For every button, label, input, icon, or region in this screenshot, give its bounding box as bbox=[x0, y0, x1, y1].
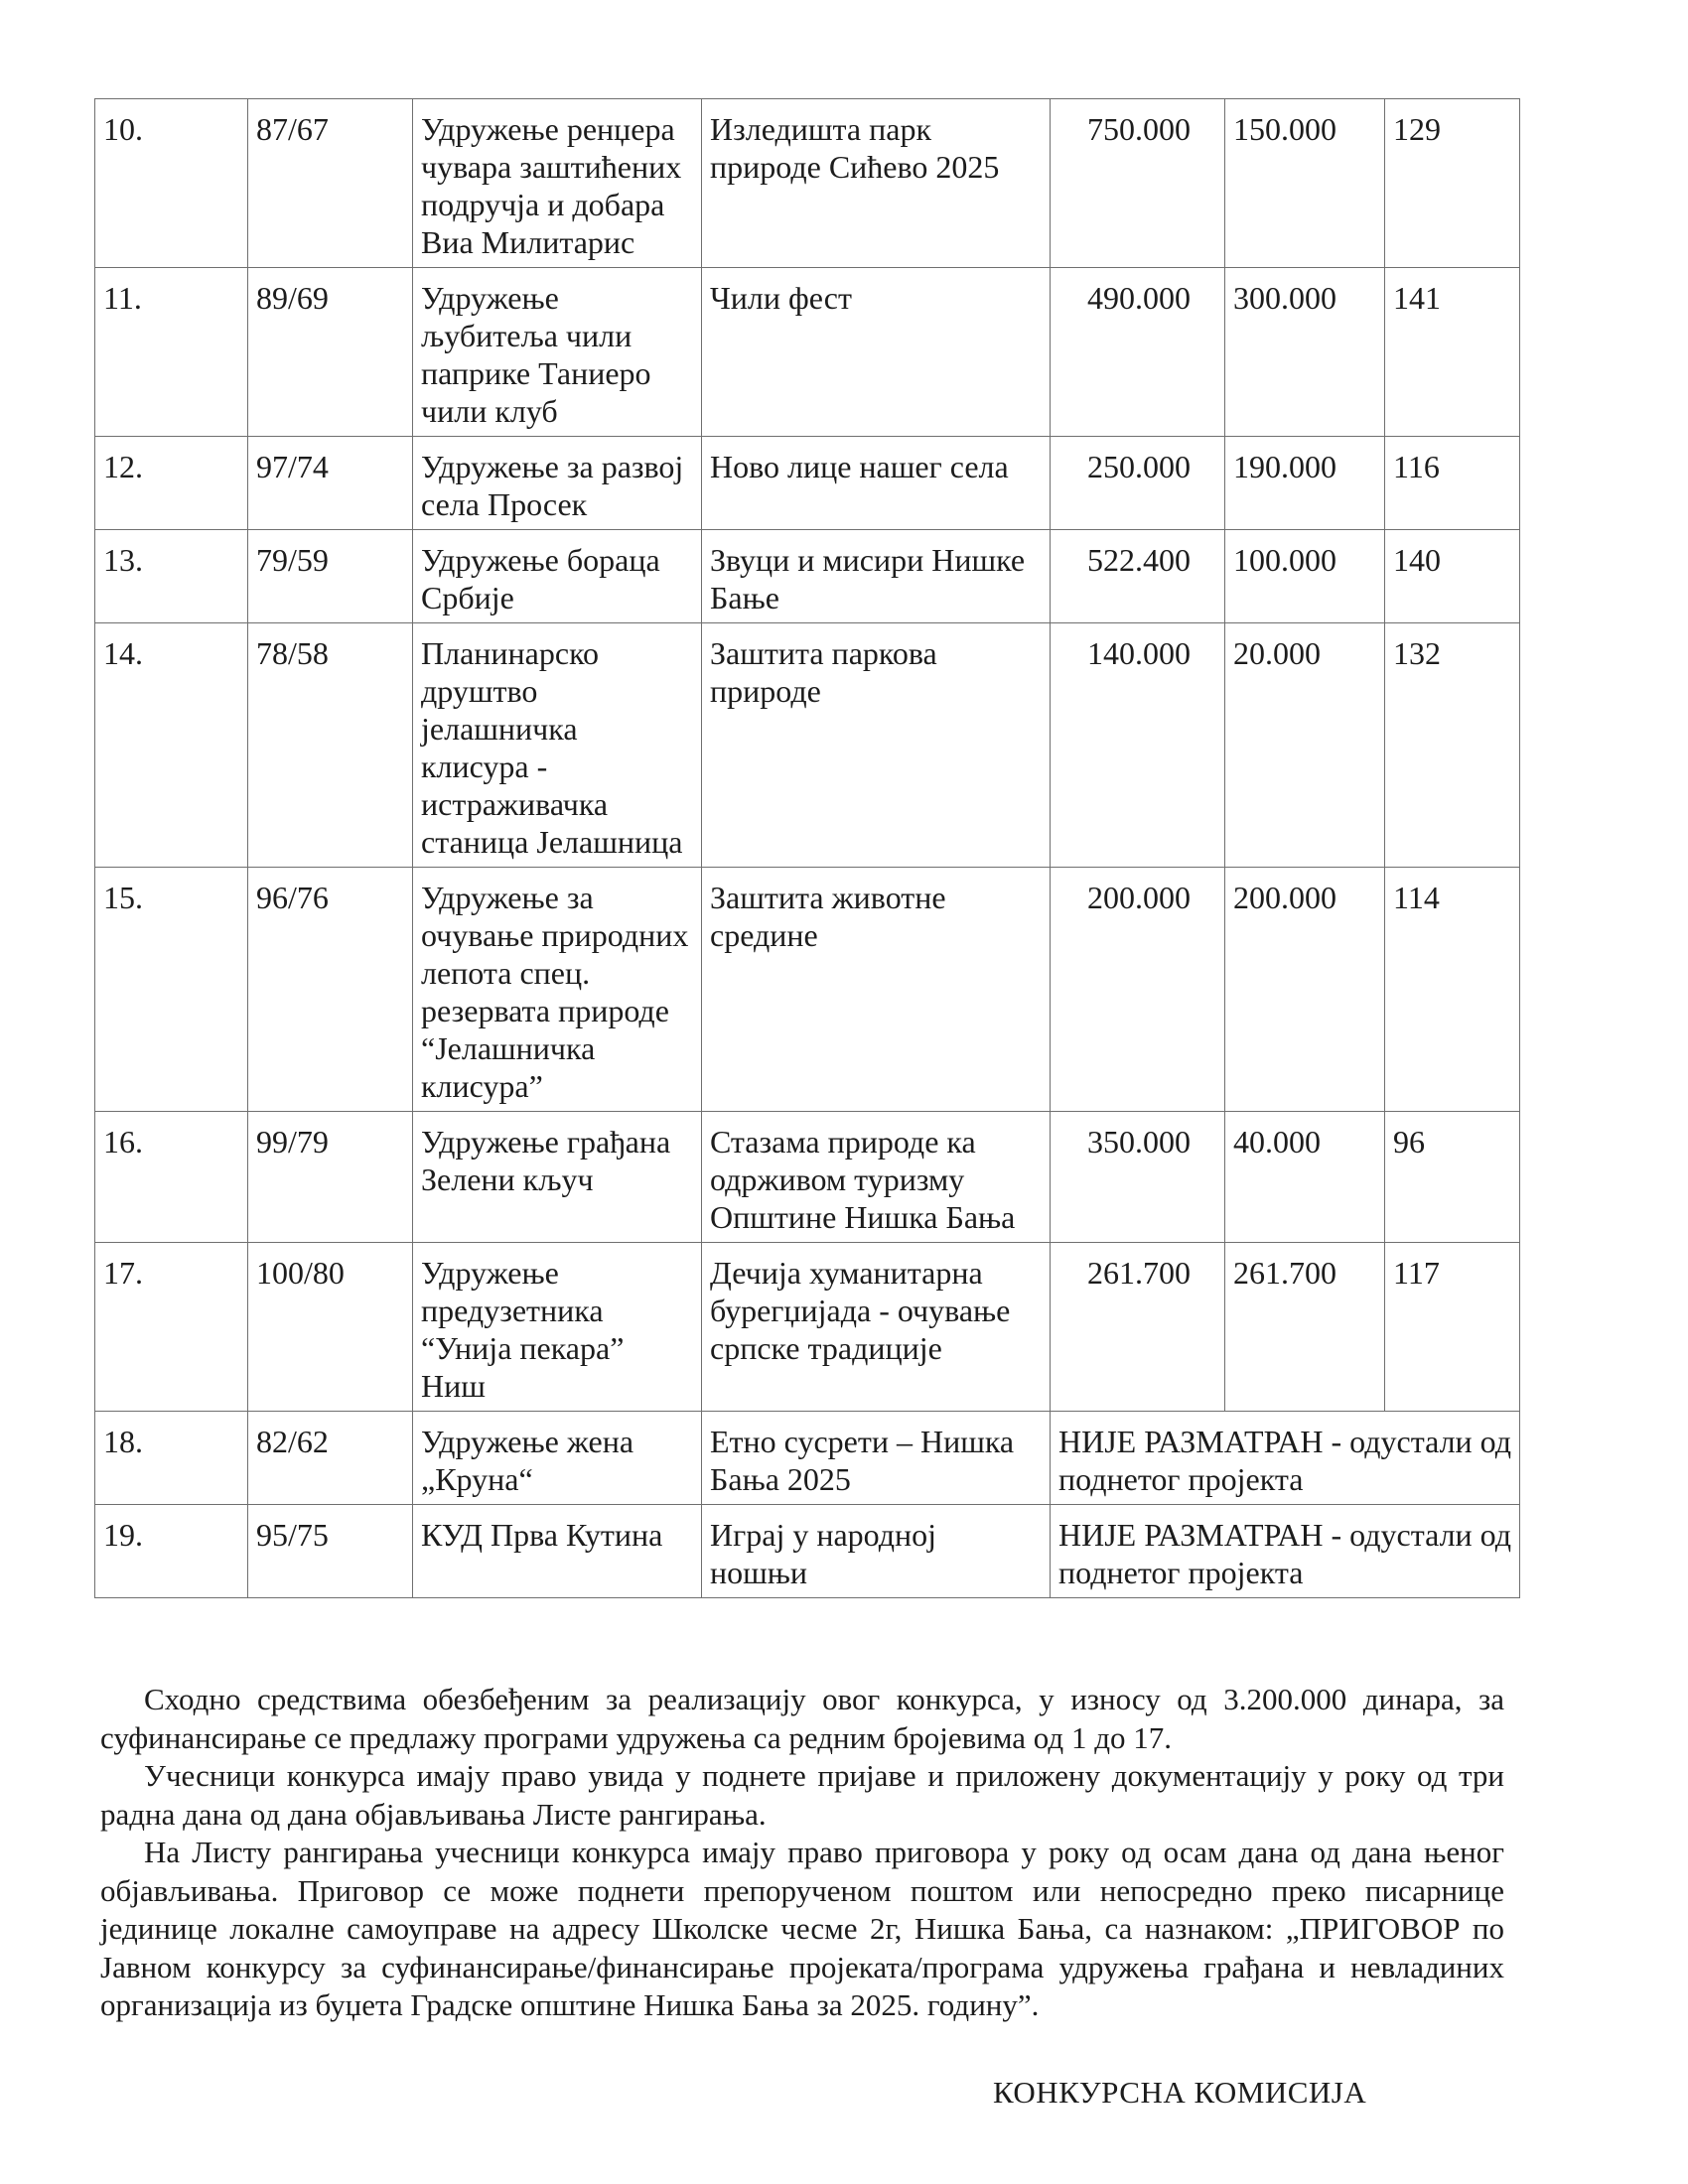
cell-registration-number: 87/67 bbox=[248, 99, 413, 268]
cell-ordinal: 13. bbox=[95, 530, 248, 623]
cell-requested-amount: 350.000 bbox=[1051, 1112, 1225, 1243]
cell-registration-number: 79/59 bbox=[248, 530, 413, 623]
cell-approved-amount: 300.000 bbox=[1225, 268, 1385, 437]
cell-approved-amount: 40.000 bbox=[1225, 1112, 1385, 1243]
paragraph-funding: Сходно средствима обезбеђеним за реализацију овог конкурса, у износу од 3.200.000 динара, за суфинансирање се предлажу програми удружења са редним бројевима од 1 до 17. bbox=[100, 1682, 1504, 1755]
cell-points: 116 bbox=[1385, 437, 1520, 530]
cell-approved-amount: 150.000 bbox=[1225, 99, 1385, 268]
cell-approved-amount: 100.000 bbox=[1225, 530, 1385, 623]
cell-points: 132 bbox=[1385, 623, 1520, 868]
table-row bbox=[95, 530, 1520, 623]
cell-points: 129 bbox=[1385, 99, 1520, 268]
cell-requested-amount: 490.000 bbox=[1051, 268, 1225, 437]
cell-requested-amount: 750.000 bbox=[1051, 99, 1225, 268]
cell-ordinal: 10. bbox=[95, 99, 248, 268]
cell-registration-number: 96/76 bbox=[248, 868, 413, 1112]
cell-ordinal: 15. bbox=[95, 868, 248, 1112]
paragraph-inspection-right: Учесници конкурса имају право увида у поднете пријаве и приложену документацију у року од три радна дана од дана објављивања Листе рангирања. bbox=[100, 1758, 1504, 1832]
cell-organization: Удружење предузетника “Унија пекара” Ниш bbox=[413, 1243, 702, 1412]
cell-requested-amount: 261.700 bbox=[1051, 1243, 1225, 1412]
cell-points: 141 bbox=[1385, 268, 1520, 437]
cell-organization: Удружење љубитеља чили паприке Таниеро чили клуб bbox=[413, 268, 702, 437]
table-row bbox=[95, 99, 1520, 268]
cell-registration-number: 99/79 bbox=[248, 1112, 413, 1243]
cell-organization: Удружење за развој села Просек bbox=[413, 437, 702, 530]
cell-organization: Удружење жена „Круна“ bbox=[413, 1412, 702, 1505]
cell-project-title: Изледишта парк природе Сићево 2025 bbox=[702, 99, 1051, 268]
cell-organization: Удружење бораца Србије bbox=[413, 530, 702, 623]
signature-commission: КОНКУРСНА КОМИСИЈА bbox=[993, 2075, 1367, 2110]
table-row bbox=[95, 1112, 1520, 1243]
cell-ordinal: 19. bbox=[95, 1505, 248, 1598]
cell-points: 96 bbox=[1385, 1112, 1520, 1243]
cell-project-title: Ново лице нашег села bbox=[702, 437, 1051, 530]
cell-ordinal: 11. bbox=[95, 268, 248, 437]
cell-project-title: Чили фест bbox=[702, 268, 1051, 437]
cell-approved-amount: 20.000 bbox=[1225, 623, 1385, 868]
cell-project-title: Заштита паркова природе bbox=[702, 623, 1051, 868]
table-row bbox=[95, 868, 1520, 1112]
table-row bbox=[95, 268, 1520, 437]
paragraph-objection-right: На Листу рангирања учесници конкурса имају право приговора у року од осам дана од дана њеног објављивања. Приговор се може поднети препорученом поштом или непосредно преко писарнице јединице локалне самоуправе на адресу Школске чесме 2г, Нишка Бања, са назнаком: „ПРИГОВОР по Јавном конкурсу за суфинансирање/финансирање пројеката/програма удружења грађана и невладиних организација из буџета Градске општине Нишка Бања за 2025. годину”. bbox=[100, 1835, 1504, 2022]
ranking-table bbox=[94, 98, 1520, 1598]
cell-registration-number: 95/75 bbox=[248, 1505, 413, 1598]
cell-registration-number: 78/58 bbox=[248, 623, 413, 868]
cell-approved-amount: 261.700 bbox=[1225, 1243, 1385, 1412]
cell-approved-amount: 200.000 bbox=[1225, 868, 1385, 1112]
cell-registration-number: 82/62 bbox=[248, 1412, 413, 1505]
cell-organization: КУД Прва Кутина bbox=[413, 1505, 702, 1598]
cell-organization: Планинарско друштво јелашничка клисура - истраживачка станица Јелашница bbox=[413, 623, 702, 868]
cell-registration-number: 97/74 bbox=[248, 437, 413, 530]
ranking-table-body bbox=[95, 99, 1520, 1598]
cell-ordinal: 12. bbox=[95, 437, 248, 530]
cell-ordinal: 14. bbox=[95, 623, 248, 868]
table-row bbox=[95, 623, 1520, 868]
cell-requested-amount: 250.000 bbox=[1051, 437, 1225, 530]
cell-ordinal: 18. bbox=[95, 1412, 248, 1505]
cell-requested-amount: 200.000 bbox=[1051, 868, 1225, 1112]
table-row bbox=[95, 437, 1520, 530]
cell-project-title: Играј у народној ношњи bbox=[702, 1505, 1051, 1598]
cell-organization: Удружење ренџера чувара заштићених подручја и добара Виа Милитарис bbox=[413, 99, 702, 268]
cell-project-title: Заштита животне средине bbox=[702, 868, 1051, 1112]
table-row bbox=[95, 1243, 1520, 1412]
cell-ordinal: 17. bbox=[95, 1243, 248, 1412]
cell-ordinal: 16. bbox=[95, 1112, 248, 1243]
cell-requested-amount: 140.000 bbox=[1051, 623, 1225, 868]
cell-status-note: НИЈЕ РАЗМАТРАН - одустали од поднетог пројекта bbox=[1051, 1505, 1520, 1598]
table-row bbox=[95, 1412, 1520, 1505]
cell-registration-number: 100/80 bbox=[248, 1243, 413, 1412]
cell-status-note: НИЈЕ РАЗМАТРАН - одустали од поднетог пројекта bbox=[1051, 1412, 1520, 1505]
cell-project-title: Звуци и мисири Нишке Бање bbox=[702, 530, 1051, 623]
cell-approved-amount: 190.000 bbox=[1225, 437, 1385, 530]
cell-requested-amount: 522.400 bbox=[1051, 530, 1225, 623]
cell-points: 140 bbox=[1385, 530, 1520, 623]
cell-project-title: Етно сусрети – Нишка Бања 2025 bbox=[702, 1412, 1051, 1505]
cell-registration-number: 89/69 bbox=[248, 268, 413, 437]
body-text bbox=[100, 1681, 1504, 2025]
cell-points: 117 bbox=[1385, 1243, 1520, 1412]
cell-points: 114 bbox=[1385, 868, 1520, 1112]
cell-organization: Удружење грађана Зелени кључ bbox=[413, 1112, 702, 1243]
cell-project-title: Стазама природе ка одрживом туризму Општине Нишка Бања bbox=[702, 1112, 1051, 1243]
table-row bbox=[95, 1505, 1520, 1598]
cell-project-title: Дечија хуманитарна бурегџијада - очување српске традиције bbox=[702, 1243, 1051, 1412]
cell-organization: Удружење за очување природних лепота спец. резервата природе “Јелашничка клисура” bbox=[413, 868, 702, 1112]
